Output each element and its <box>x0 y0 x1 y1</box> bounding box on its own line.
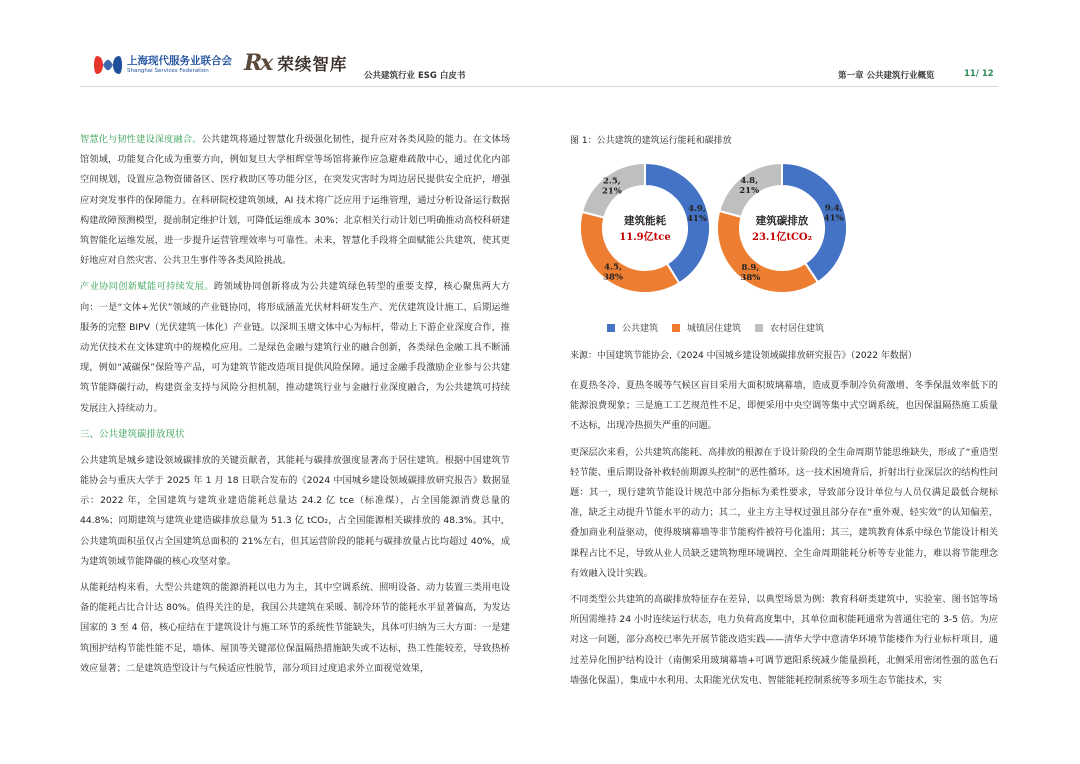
left-column <box>80 130 510 685</box>
brand-mark-icon: Rx <box>244 50 272 76</box>
paragraph-building-types: 不同类型公共建筑的高碳排放特征存在差异，以典型场景为例：教育科研类建筑中，实验室、图书馆等场所因需维持 24 小时连续运行状态，电力负荷高度集中，其单位面积能耗通常为普通住宅的 3-5 倍。为应对这一问题，部分高校已率先开展节能改造实践——清华大学中意清华环境节能楼作为行业标杆项目，通过差异化围护结构设计（南侧采用玻璃幕墙+可调节遮阳系统减少能量损耗，北侧采用密闭性强的蓝色石墙强化保温），集成中水利用、太阳能光伏发电、智能能耗控制系统等多项生态节能技术，实 <box>570 594 998 686</box>
figure-source: 来源：中国建筑节能协会,《2024 中国城乡建设领域碳排放研究报告》（2022 年数据） <box>570 351 917 361</box>
legend-swatch <box>672 324 680 332</box>
figure-caption: 图 1：公共建筑的建筑运行能耗和碳排放 <box>570 136 732 146</box>
paragraph-emissions: 公共建筑是城乡建设领域碳排放的关键贡献者，其能耗与碳排放强度显著高于居住建筑。根据中国建筑节能协会与重庆大学于 2025 年 1 月 18 日联合发布的《2024 中国城乡建设领域碳排放研究报告》数据显示：2022 年，全国建筑与建筑业建造能耗总量达 24.2 亿 tce（标准煤），占全国能源消费总量的 44.8%；同期建筑与建筑业建造碳排放总量为 51.3 亿 tCO₂，占全国能源相关碳排放的 48.3%。其中，公共建筑面积虽仅占全国建筑总面积的 21%左右，但其运营阶段的能耗与碳排放量占比均超过 40%，成为建筑领域节能降碳的核心攻坚对象。 <box>80 454 510 567</box>
org-name: 上海现代服务业联合会 <box>127 55 232 67</box>
paragraph-construction: 在夏热冬冷、夏热冬暖等气候区盲目采用大面积玻璃幕墙，造成夏季制冷负荷激增、冬季保温效率低下的能源浪费现象；三是施工工艺规范性不足，即便采用中央空调等集中式空调系统，也因保温隔热施工质量不达标，出现冷热损失严重的问题。 <box>570 380 998 432</box>
slice-label: 4.9, 41% <box>686 204 707 225</box>
paragraph-collaboration <box>80 277 510 418</box>
legend-label: 公共建筑 <box>622 324 659 334</box>
donut-center-total: 23.1亿tCO₂ <box>751 232 813 243</box>
brand-name: 荣续智库 <box>277 55 348 74</box>
legend-label: 城镇居住建筑 <box>687 324 742 334</box>
paragraph-resilience <box>80 130 510 271</box>
slice-label: 8.9, 38% <box>740 262 761 283</box>
paragraph-energy-structure: 从能耗结构来看，大型公共建筑的能源消耗以电力为主，其中空调系统、照明设备、动力装置三类用电设备的能耗占比合计达 80%。值得关注的是，我国公共建筑在采暖、制冷环节的能耗水平显著偏高，为发达国家的 3 至 4 倍，核心症结在于建筑设计与施工环节的系统性节能缺失，具体可归纳为三大方面：一是建筑围护结构节能性能不足，墙体、屋顶等关键部位保温隔热措施缺失或不达标，热工性能较差，导致热桥效应显著；二是建筑造型设计与气候适应性脱节，部分项目过度追求外立面视觉效果， <box>80 582 510 674</box>
legend-item <box>755 321 824 334</box>
slice-label: 4.5, 38% <box>603 262 623 283</box>
ssf-logo <box>93 52 232 78</box>
ssf-logo-icon <box>93 52 123 78</box>
chapter-title: 第一章 公共建筑行业概览 <box>838 71 935 81</box>
page-number: 11/ 12 <box>964 69 994 79</box>
legend-label: 农村居住建筑 <box>770 324 825 334</box>
pie-charts <box>570 148 870 308</box>
paragraph-lead: 智慧化与韧性建设深度融合。 <box>80 134 202 145</box>
donut-center-title: 建筑能耗 <box>624 215 666 227</box>
donut-center-total: 11.9亿tce <box>619 232 671 243</box>
legend-item <box>607 321 658 334</box>
header-divider <box>80 86 998 87</box>
legend-swatch <box>755 324 763 332</box>
slice-label: 9.4, 41% <box>823 203 844 224</box>
slice-label: 2.5, 21% <box>601 176 622 197</box>
brand-logo <box>244 50 347 76</box>
slice-label: 4.8, 21% <box>739 176 760 197</box>
chart-legend <box>607 321 838 334</box>
paragraph-body: 跨领域协同创新将成为公共建筑绿色转型的重要支撑，核心聚焦两大方向：一是“文体+光伏”领域的产业链协同，将形成涵盖光伏材料研发生产、光伏建筑设计施工、后期运维服务的完整 BIPV（光伏建筑一体化）产业链。以深圳玉塘文体中心为标杆，带动上下游企业深度合作，推动光伏技术在文体建筑中的规模化应用。二是绿色金融与建筑行业的融合创新，各类绿色金融工具不断涌现，例如“减碳保”保险等产品，可为建筑节能改造项目提供风险保障。通过金融手段激励企业参与公共建筑节能降碳行动，构建资金支持与风险分担机制，推动建筑行业与金融行业深度融合，为公共建筑可持续发展注入持续动力。 <box>80 281 511 414</box>
right-column <box>570 376 998 697</box>
legend-item <box>672 321 741 334</box>
paragraph-lead: 产业协同创新赋能可持续发展。 <box>80 281 214 293</box>
donut-center-title: 建筑碳排放 <box>755 215 809 227</box>
paragraph-root-causes: 更深层次来看，公共建筑高能耗、高排放的根源在于设计阶段的全生命周期节能思维缺失，形成了“重造型轻节能、重后期设备补救轻前期源头控制”的恶性循环。这一技术困境背后，折射出行业深层次的结构性问题：其一，现行建筑节能设计规范中部分指标为柔性要求，导致部分设计单位与人员仅满足最低合规标准，缺乏主动提升节能水平的动力；其二，业主方主导权过强且部分存在“重外观、轻实效”的认知偏差，叠加商业利益驱动，使得玻璃幕墙等非节能构件被符号化滥用；其三，建筑教育体系中绿色节能设计相关课程占比不足，导致从业人员缺乏建筑物理环境调控、全生命周期能耗分析等专业能力，难以将节能理念有效融入设计实践。 <box>570 446 998 579</box>
org-name-en: Shanghai Services Federation <box>127 68 209 74</box>
section-heading: 三、公共建筑碳排放现状 <box>80 428 185 440</box>
page-header <box>0 0 1080 100</box>
paragraph-body: 公共建筑将通过智慧化升级强化韧性，提升应对各类风险的能力。在文体场馆领域，功能复合化成为重要方向，例如复旦大学相辉堂等场馆将兼作应急避难疏散中心，通过优化内部空间规划，设置应急物资储备区、医疗救助区等功能分区，在突发灾害时为周边居民提供安全庇护，增强应对突发事件的保障能力。在科研院校建筑领域，AI 技术将广泛应用于运维管理，通过分析设备运行数据构建故障预测模型，提前制定维护计划，可降低运维成本 30%；北京相关行动计划已明确推动高校科研建筑智能化运维发展，进一步提升运营管理效率与可靠性。未来，智慧化手段将全面赋能公共建筑，使其更好地应对自然灾害、公共卫生事件等各类风险挑战。 <box>80 134 511 267</box>
legend-swatch <box>607 324 615 332</box>
doc-title: 公共建筑行业 ESG 白皮书 <box>364 71 466 81</box>
